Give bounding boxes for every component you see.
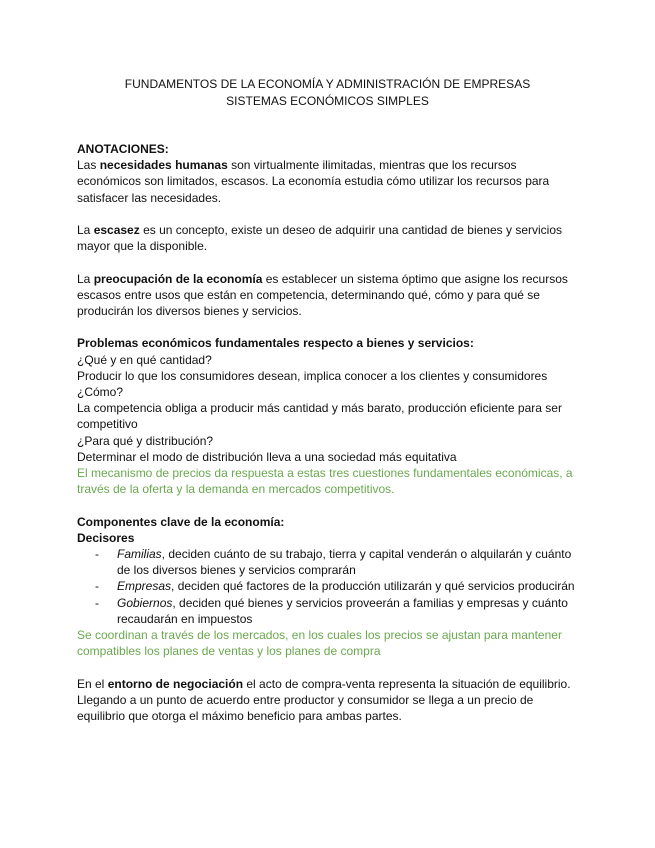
problems-heading: Problemas económicos fundamentales respecto a bienes y servicios: (77, 336, 474, 351)
list-item-gobiernos: - Gobiernos, deciden qué bienes y servicios proveerán a familias y empresas y cuánto recaudarán en impuestos (95, 595, 568, 626)
paragraph-escasez: La escasez es un concepto, existe un deseo de adquirir una cantidad de bienes y servicios mayor que la disponible. (77, 223, 563, 254)
title-line-2: SISTEMAS ECONÓMICOS SIMPLES (226, 94, 429, 108)
list-item-empresas: - Empresas, deciden qué factores de la producción utilizarán y qué servicios producirán (95, 579, 575, 594)
components-heading: Componentes clave de la economía: (77, 514, 285, 529)
annotations-heading: ANOTACIONES: (77, 142, 169, 156)
paragraph-negociacion: En el entorno de negociación el acto de compra-venta representa la situación de equilibrio. Llegando a un punto de acuerdo entre productor y consumidor se llega a un precio de equilibrio que otorga el máximo beneficio para ambas partes. (77, 676, 571, 724)
markets-coordination-note: Se coordinan a través de los mercados, en los cuales los precios se ajustan para mantener compatibles los planes de ventas y los planes de compra (77, 628, 562, 659)
problem-question-que: ¿Qué y en qué cantidad? (77, 352, 212, 367)
problem-answer-para-que: Determinar el modo de distribución lleva a una sociedad más equitativa (77, 449, 457, 464)
problem-question-como: ¿Cómo? (77, 385, 124, 399)
problem-answer-que: Producir lo que los consumidores desean, implica conocer a los clientes y consumidores (77, 368, 548, 383)
document-body (77, 141, 577, 724)
paragraph-preocupacion: La preocupación de la economía es establecer un sistema óptimo que asigne los recursos escasos entre usos que están en competencia, determinando qué, cómo y para qué se producirán los diversos bienes y servicios. (77, 271, 568, 318)
list-item-familias: - Familias, deciden cuánto de su trabajo, tierra y capital venderán o alquilarán y cuánto de los diversos bienes y servicios comprarán (95, 547, 572, 578)
bullet-dash: - (95, 579, 99, 594)
decisores-subheading: Decisores (77, 530, 135, 545)
paragraph-necesidades: Las necesidades humanas son virtualmente ilimitadas, mientras que los recursos económicos son limitados, escasos. La economía estudia cómo utilizar los recursos para satisfacer las necesidades. (77, 158, 550, 205)
document-title (0, 76, 655, 110)
problem-answer-como: La competencia obliga a producir más cantidad y más barato, producción eficiente para ser competitivo (77, 401, 562, 432)
bullet-dash: - (95, 547, 99, 562)
title-line-1: FUNDAMENTOS DE LA ECONOMÍA Y ADMINISTRACIÓN DE EMPRESAS (124, 77, 531, 91)
bullet-dash: - (95, 595, 99, 610)
problem-question-para-que: ¿Para qué y distribución? (77, 433, 214, 448)
decisores-list (77, 546, 577, 627)
price-mechanism-note: El mecanismo de precios da respuesta a estas tres cuestiones fundamentales económicas, a través de la oferta y la demanda en mercados competitivos. (77, 466, 573, 497)
